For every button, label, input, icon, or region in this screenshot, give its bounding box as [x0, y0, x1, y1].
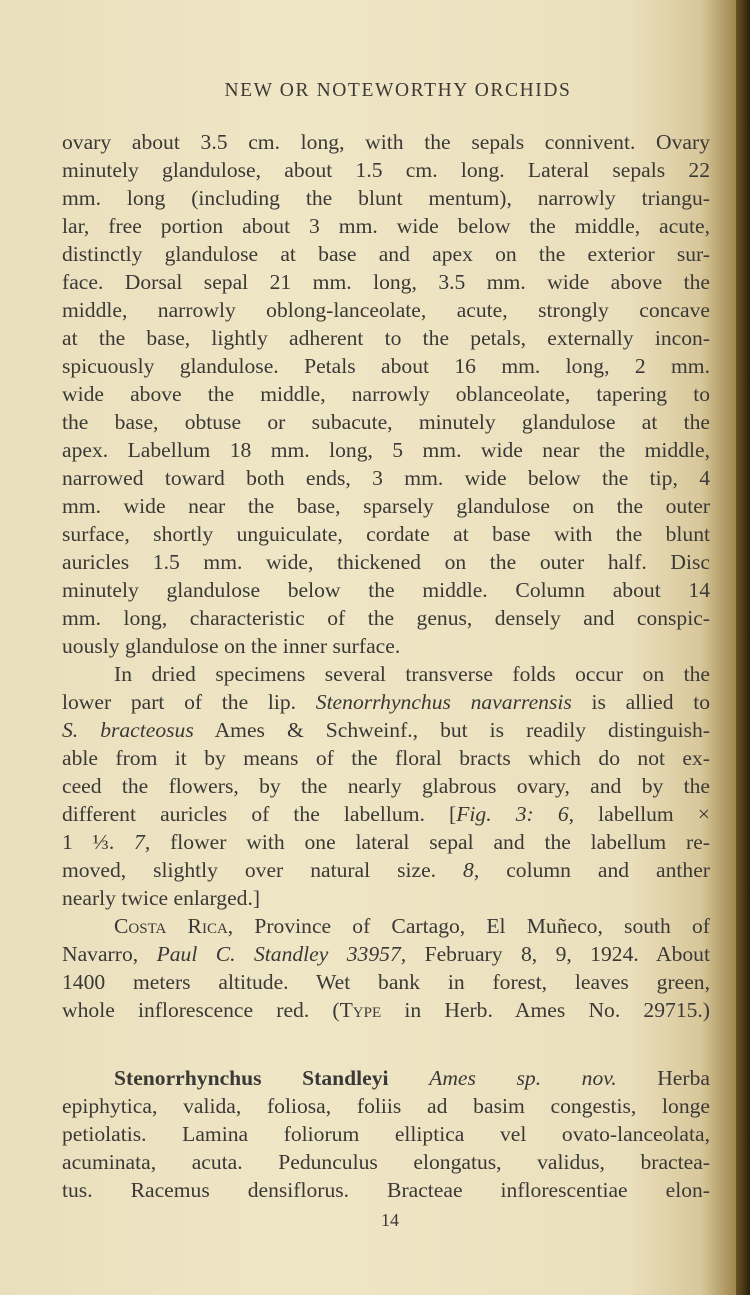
text-line: tus. Racemus densiflorus. Bracteae inflorescentiae elon- [62, 1178, 710, 1202]
text-line: mm. long, characteristic of the genus, densely and conspic- [62, 606, 710, 630]
paragraph-discussion [62, 660, 710, 912]
text-line: petiolatis. Lamina foliorum elliptica vel ovato-lanceolata, [62, 1122, 710, 1146]
country-name: Costa Rica [114, 914, 228, 938]
text-line: moved, slightly over natural size. 8, column and anther [62, 858, 710, 882]
book-spine-shadow [736, 0, 750, 1295]
text-line: minutely glandulose, about 1.5 cm. long. Lateral sepals 22 [62, 158, 710, 182]
text-line: ovary about 3.5 cm. long, with the sepals connivent. Ovary [62, 130, 710, 154]
text-line: lar, free portion about 3 mm. wide below the middle, acute, [62, 214, 710, 238]
text-line: different auricles of the labellum. [Fig. 3: 6, labellum × [62, 802, 710, 826]
text-line: Navarro, Paul C. Standley 33957, February 8, 9, 1924. About [62, 942, 710, 966]
text-line: auricles 1.5 mm. wide, thickened on the outer half. Disc [62, 550, 710, 574]
text-line: face. Dorsal sepal 21 mm. long, 3.5 mm. wide above the [62, 270, 710, 294]
text-line: 1400 meters altitude. Wet bank in forest, leaves green, [62, 970, 710, 994]
text-line: S. bracteosus Ames & Schweinf., but is readily distinguish- [62, 718, 710, 742]
text-line: ceed the flowers, by the nearly glabrous ovary, and by the [62, 774, 710, 798]
text-line: Costa Rica, Province of Cartago, El Muñeco, south of [114, 914, 710, 938]
text-line: acuminata, acuta. Pedunculus elongatus, validus, bractea- [62, 1150, 710, 1174]
paragraph-gap [62, 1024, 710, 1064]
paragraph-description [62, 128, 710, 660]
text-line: narrowed toward both ends, 3 mm. wide below the tip, 4 [62, 466, 710, 490]
text-line: able from it by means of the floral bracts which do not ex- [62, 746, 710, 770]
text-line: nearly twice enlarged.] [62, 886, 261, 910]
text-line: In dried specimens several transverse folds occur on the [114, 662, 710, 686]
text-line: lower part of the lip. Stenorrhynchus navarrensis is allied to [62, 690, 711, 714]
paragraph-specimen [62, 912, 710, 1024]
running-head: NEW OR NOTEWORTHY ORCHIDS [224, 80, 572, 101]
page-number: 14 [381, 1210, 399, 1230]
body-text [62, 128, 710, 1204]
paragraph-new-species [62, 1064, 710, 1204]
text-line: at the base, lightly adherent to the petals, externally incon- [62, 326, 710, 350]
text-line: mm. wide near the base, sparsely glandulose on the outer [62, 494, 710, 518]
text-line: whole inflorescence red. (Type in Herb. Ames No. 29715.) [62, 998, 710, 1022]
text-line: apex. Labellum 18 mm. long, 5 mm. wide near the middle, [62, 438, 710, 462]
text-line: uously glandulose on the inner surface. [62, 634, 401, 658]
text-line: 1 ⅓. 7, flower with one lateral sepal and the labellum re- [62, 830, 711, 854]
text-line: the base, obtuse or subacute, minutely glandulose at the [62, 410, 710, 434]
text-line: spicuously glandulose. Petals about 16 mm. long, 2 mm. [62, 354, 710, 378]
text-line: Stenorrhynchus Standleyi Ames sp. nov. Herba [114, 1066, 710, 1090]
text-line: middle, narrowly oblong-lanceolate, acute, strongly concave [62, 298, 710, 322]
text-line: distinctly glandulose at base and apex on the exterior sur- [62, 242, 710, 266]
text-line: surface, shortly unguiculate, cordate at base with the blunt [62, 522, 710, 546]
text-line: wide above the middle, narrowly oblanceolate, tapering to [62, 382, 710, 406]
text-line: epiphytica, valida, foliosa, foliis ad basim congestis, longe [62, 1094, 710, 1118]
species-name: Stenorrhynchus Standleyi [114, 1066, 389, 1090]
text-line: mm. long (including the blunt mentum), narrowly triangu- [62, 186, 710, 210]
text-line: minutely glandulose below the middle. Column about 14 [62, 578, 710, 602]
